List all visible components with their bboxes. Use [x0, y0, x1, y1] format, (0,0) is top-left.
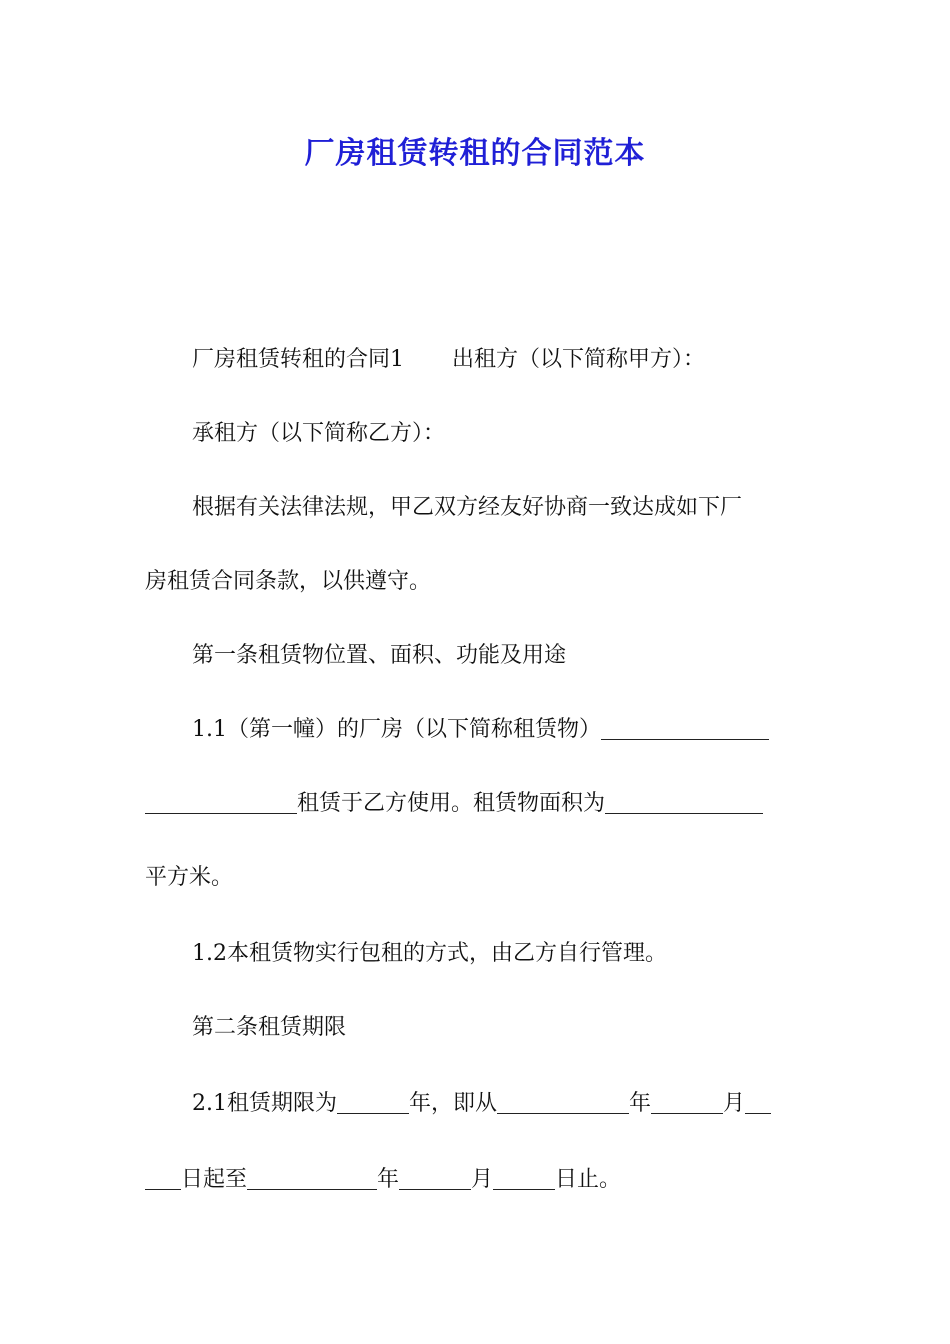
- clause-2-1-until-text: 日起至: [181, 1167, 248, 1192]
- fill-in-blank[interactable]: [145, 1167, 181, 1190]
- paragraph-line: [145, 488, 810, 528]
- year-label: 年: [377, 1167, 400, 1192]
- month-label: 月: [723, 1091, 746, 1116]
- paragraph-line: [145, 858, 810, 898]
- document-title: 厂房租赁转租的合同范本: [304, 136, 646, 171]
- paragraph-line: [145, 1084, 810, 1124]
- fill-in-blank[interactable]: [605, 791, 763, 814]
- preamble-text-continued: 房租赁合同条款，以供遵守。: [145, 569, 432, 594]
- paragraph-line: [145, 784, 810, 824]
- article-two-heading: 第二条租赁期限: [192, 1015, 347, 1040]
- fill-in-blank[interactable]: [601, 717, 769, 740]
- clause-1-1-text: 1.1（第一幢）的厂房（以下简称租赁物）: [192, 717, 601, 742]
- clause-2-1-text: 2.1租赁期限为: [192, 1091, 337, 1116]
- day-end-label: 日止。: [555, 1167, 622, 1192]
- paragraph-line: [145, 1160, 810, 1200]
- fill-in-blank[interactable]: [497, 1091, 629, 1114]
- month-label: 月: [471, 1167, 494, 1192]
- fill-in-blank[interactable]: [745, 1091, 771, 1114]
- paragraph-line: [145, 414, 810, 454]
- clause-1-1-area-text: 租赁于乙方使用。租赁物面积为: [297, 791, 606, 816]
- paragraph-line: [145, 562, 810, 602]
- paragraph-line: [145, 710, 810, 750]
- clause-1-2-text: 1.2本租赁物实行包租的方式，由乙方自行管理。: [192, 941, 667, 966]
- fill-in-blank[interactable]: [337, 1091, 409, 1114]
- paragraph-line: [145, 340, 810, 380]
- fill-in-blank[interactable]: [493, 1167, 555, 1190]
- paragraph-line: [145, 934, 810, 974]
- lessee-label: 承租方（以下简称乙方）：: [192, 421, 446, 446]
- fill-in-blank[interactable]: [651, 1091, 723, 1114]
- year-label: 年: [629, 1091, 652, 1116]
- fill-in-blank[interactable]: [247, 1167, 377, 1190]
- paragraph-line: [145, 1008, 810, 1048]
- fill-in-blank[interactable]: [145, 791, 297, 814]
- contract-heading: 厂房租赁转租的合同1: [192, 347, 404, 372]
- clause-2-1-from-text: 年，即从: [409, 1091, 498, 1116]
- article-one-heading: 第一条租赁物位置、面积、功能及用途: [192, 643, 567, 668]
- paragraph-line: [145, 636, 810, 676]
- fill-in-blank[interactable]: [399, 1167, 471, 1190]
- area-unit-text: 平方米。: [145, 865, 234, 890]
- lessor-label: 出租方（以下简称甲方）：: [452, 347, 706, 372]
- preamble-text: 根据有关法律法规，甲乙双方经友好协商一致达成如下厂: [192, 495, 743, 520]
